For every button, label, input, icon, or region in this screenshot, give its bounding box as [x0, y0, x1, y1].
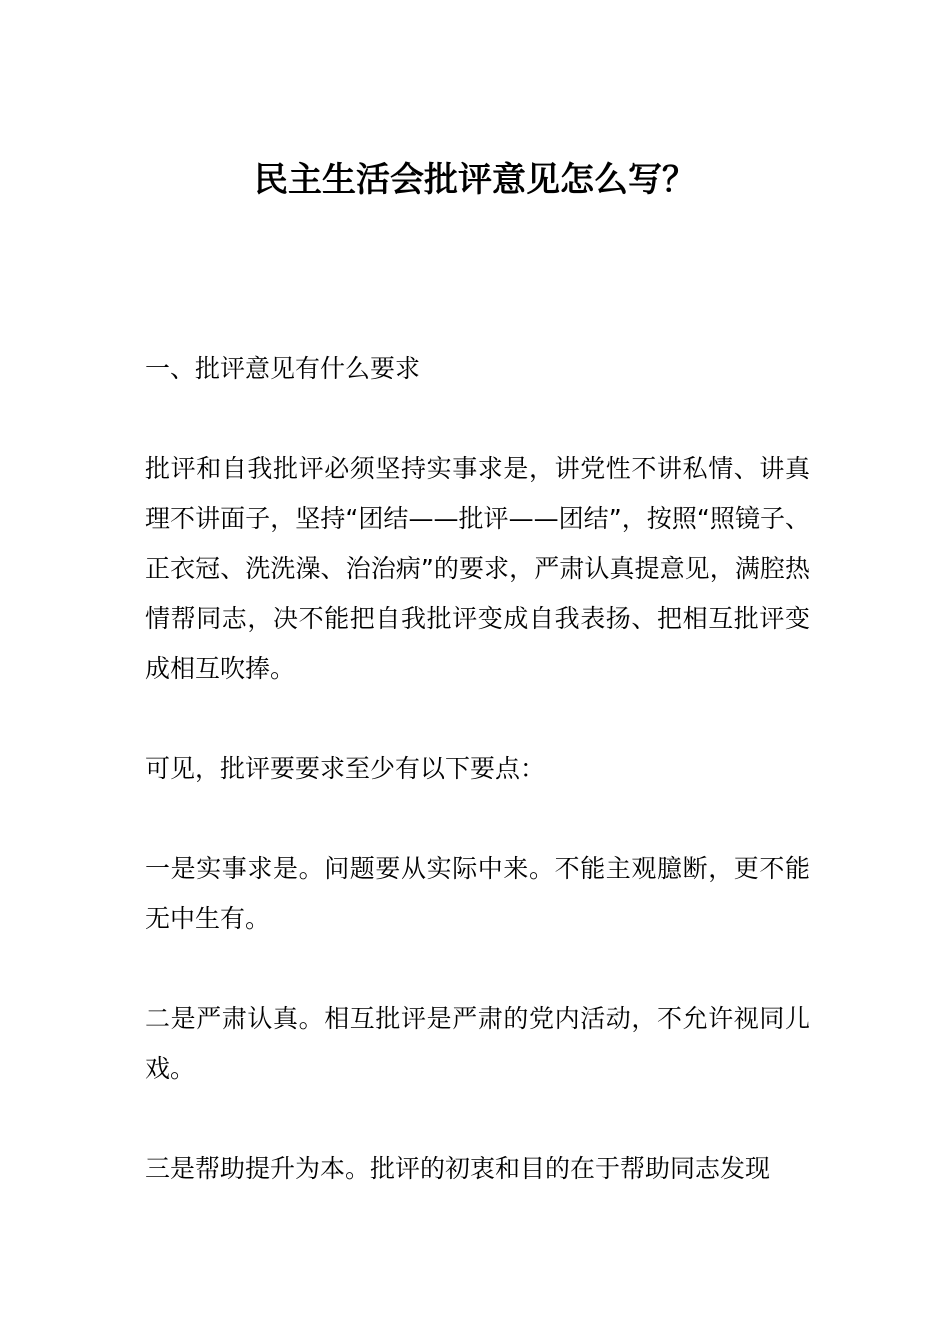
document-title: 民主生活会批评意见怎么写？	[254, 160, 696, 200]
document-body	[145, 344, 810, 1244]
paragraph-point-two: 二是严肃认真。相互批评是严肃的党内活动，不允许视同儿戏。	[145, 1004, 810, 1083]
paragraph-requirements: 批评和自我批评必须坚持实事求是，讲党性不讲私情、讲真理不讲面子，坚持“团结——批评——团结”，按照“照镜子、正衣冠、洗洗澡、治治病”的要求，严肃认真提意见，满腔热情帮同志，决不能把自我批评变成自我表扬、把相互批评变成相互吹捧。	[145, 454, 810, 683]
paragraph-point-three: 三是帮助提升为本。批评的初衷和目的在于帮助同志发现	[145, 1154, 771, 1183]
paragraph-key-points-intro: 可见，批评要要求至少有以下要点：	[145, 754, 546, 783]
paragraph-point-one: 一是实事求是。问题要从实际中来。不能主观臆断，更不能无中生有。	[145, 854, 810, 933]
section-heading: 一、批评意见有什么要求	[145, 354, 421, 383]
